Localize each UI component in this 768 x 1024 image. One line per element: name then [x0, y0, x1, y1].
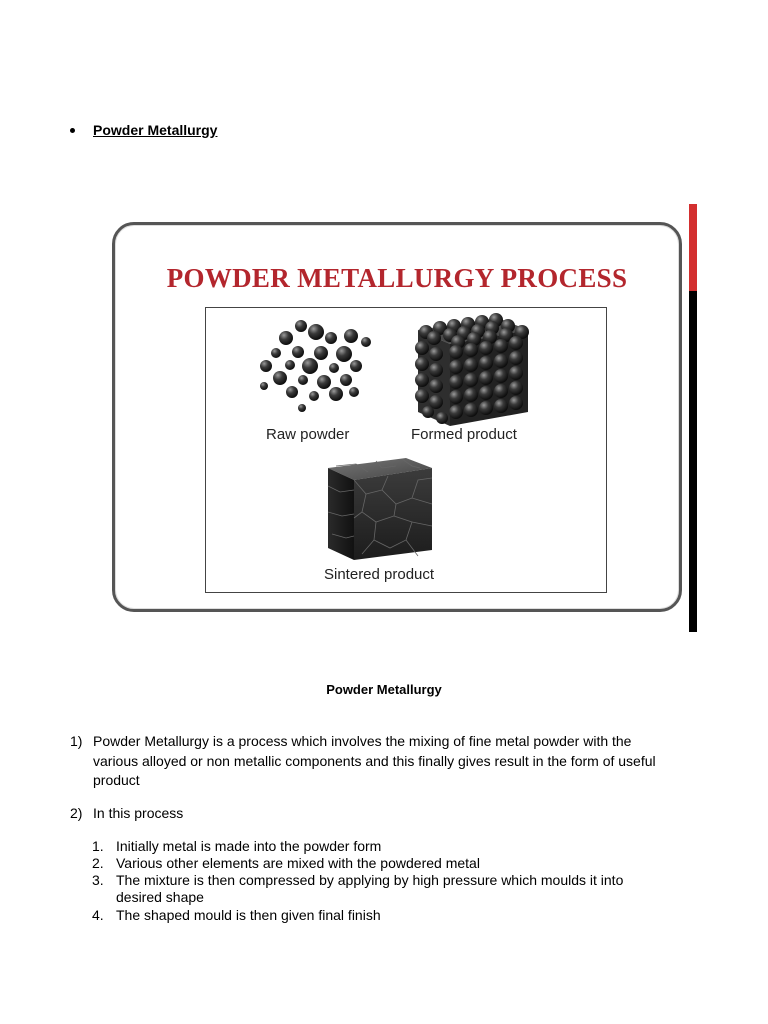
step-3-text: The mixture is then compressed by applying by high pressure which moulds it into desired shape [116, 872, 624, 905]
step-3 [92, 872, 672, 906]
point-2-text: In this process [93, 805, 184, 821]
step-4-text: The shaped mould is then given final finish [116, 907, 381, 923]
side-bar-red [689, 204, 697, 291]
slide-title: POWDER METALLURGY PROCESS [166, 263, 628, 293]
step-2-number: 2. [92, 855, 104, 871]
point-1 [70, 732, 690, 792]
process-figure [205, 307, 607, 593]
sintered-product-label: Sintered product [324, 566, 435, 583]
step-2-text: Various other elements are mixed with the powdered metal [116, 855, 480, 871]
figure-caption: Powder Metallurgy [326, 682, 442, 697]
step-3-number: 3. [92, 872, 104, 888]
formed-product-label: Formed product [411, 426, 517, 443]
section-heading-text: Powder Metallurgy [93, 122, 218, 138]
bullet-icon [70, 128, 75, 133]
step-1-number: 1. [92, 838, 104, 854]
process-slide [112, 222, 682, 612]
raw-powder-label: Raw powder [266, 426, 350, 443]
point-1-number: 1) [70, 733, 83, 749]
formed-product-image [415, 313, 529, 426]
sintered-product-image [328, 458, 432, 560]
process-illustration [206, 308, 606, 592]
section-heading [70, 122, 217, 138]
point-1-text: Powder Metallurgy is a process which involves the mixing of fine metal powder with the various alloyed or non metallic components and this finally gives result in the form of useful product [93, 733, 656, 788]
step-4-number: 4. [92, 907, 104, 923]
raw-powder-image [260, 320, 371, 412]
step-1 [92, 838, 672, 855]
side-bar-black [689, 291, 697, 632]
point-2-number: 2) [70, 805, 83, 821]
step-2 [92, 855, 672, 872]
step-4 [92, 907, 672, 924]
step-1-text: Initially metal is made into the powder form [116, 838, 382, 854]
point-2 [70, 804, 690, 824]
